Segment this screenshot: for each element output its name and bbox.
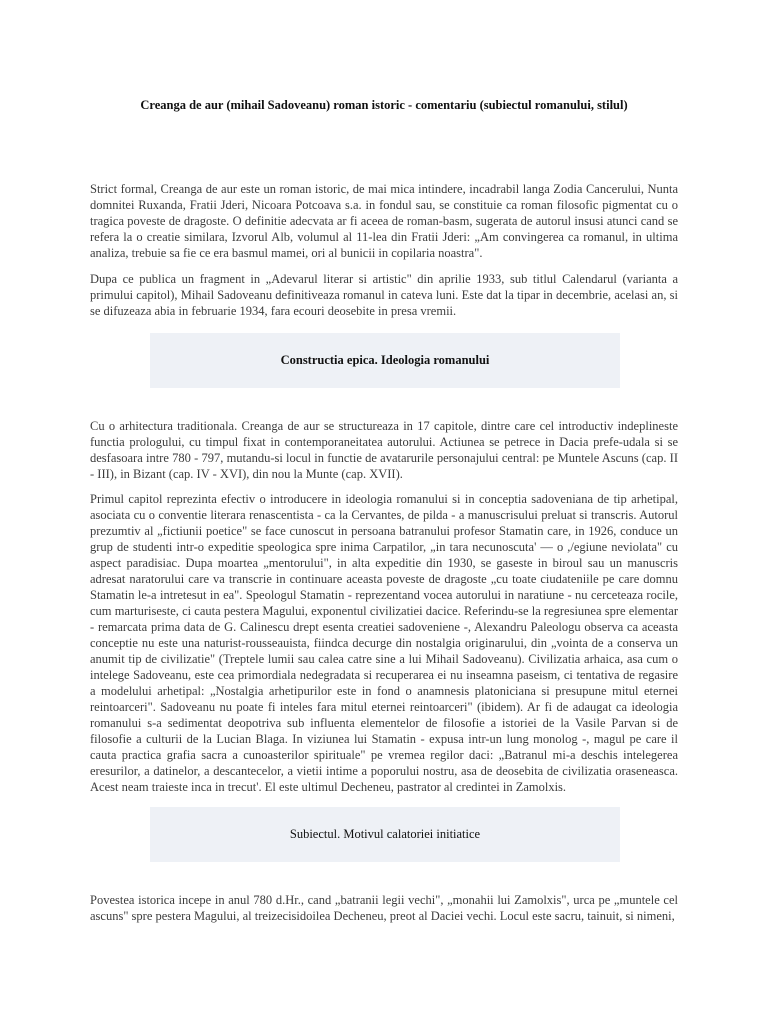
paragraph-story-start: Povestea istorica incepe in anul 780 d.Hr., cand „batranii legii vechi", „monahii lui Zamolxis", urca pe „muntele cel ascuns" spre pestera Magului, al treizecisidoilea Decheneu, preot al Daciei vechi. Locul este sacru, tainuit, si nimeni, (90, 893, 678, 923)
section-title-constructia-epica: Constructia epica. Ideologia romanului (280, 353, 490, 367)
paragraph-publication: Dupa ce publica un fragment in „Adevarul literar si artistic" din aprilie 1933, sub titlul Calendarul (varianta a primului capitol), Mihail Sadoveanu definitiveaza romanul in cateva luni. Este dat la tipar in decembrie, acelasi an, si se difuzeaza abia in februarie 1934, fara ecouri deosebite in presa vremii. (90, 272, 678, 318)
section-title-subiectul: Subiectul. Motivul calatoriei initiatice (289, 827, 481, 841)
paragraph-intro: Strict formal, Creanga de aur este un roman istoric, de mai mica intindere, incadrabil langa Zodia Cancerului, Nunta domnitei Ruxanda, Fratii Jderi, Nicoara Potcoava s.a. in fondul sau, se constituie ca roman filosofic pigmentat cu o tragica poveste de dragoste. O definitie adecvata ar fi aceea de roman-basm, sugerata de autorul insusi atunci cand se refera la o creatie similara, Izvorul Alb, volumul al 11-lea din Fratii Jderi: „Am convingerea ca romanul, in ultima analiza, trebuie sa fie ce era basmul mamei, ori al bunicii in copilaria noastra". (90, 182, 678, 260)
section-header-box (150, 807, 620, 862)
paragraph-first-chapter: Primul capitol reprezinta efectiv o introducere in ideologia romanului si in conceptia sadoveniana de tip arhetipal, asociata cu o conventie literara renascentista - ca la Cervantes, de pilda - a manuscrisului preluat si transcris. Autorul prezumtiv al „fictiunii poetice" se face cunoscut in persoana batranului profesor Stamatin care, in 1926, conduce un grup de studenti intr-o expeditie speologica spre inima Carpatilor, „in tara necunoscuta' — o ,/egiune neviolata" cu aspect paradisiac. Dupa moartea „mentorului", in alta expeditie din 1930, se gaseste in biroul sau un manuscris adresat naratorului care va transcrie in continuare aceasta poveste de dragoste „cu toate ciudateniile pe care domnu Stamatin le-a intretesut in ea". Speologul Stamatin - reprezentand vocea autorului in naratiune - nu cerceteaza rocile, cum marturiseste, ci cauta pestera Magului, exponentul civilizatiei dacice. Referindu-se la regresiunea spre elementar - remarcata prima data de G. Calinescu drept esenta creatiei sadoveniene -, Alexandru Paleologu observa ca aceasta conceptie nu este una naturist-rousseauista, fiindca decurge din nostalgia originarului, din „vointa de a conserva un anumit tip de civilizatie" (Treptele lumii sau calea catre sine a lui Mihail Sadoveanu). Civilizatia arhaica, asa cum o intelege Sadoveanu, este cea primordiala nedegradata si recuperarea ei nu inseamna paseism, ci tentativa de regasire a modelului arhetipal: „Nostalgia arhetipurilor este in fond o anamnesis platoniciana si presupune mitul eternei reintoarceri". Sadoveanu nu poate fi inteles fara mitul eternei reintoarceri" (ibidem). Ar fi de adaugat ca ideologia romanului s-a sedimentat deopotriva sub influenta elementelor de filosofie a istoriei de la Vasile Parvan si de filosofie a culturii de la Lucian Blaga. In viziunea lui Stamatin - expusa intr-un lung monolog -, magul pe care il cauta practica grafia sacra a cunoasterilor spirituale" pe vremea regilor daci: „Batranul mi-a deschis intelegerea eresurilor, a datinelor, a descantecelor, a vietii intime a poporului nostru, asa de deosebita de civilizatia oraseneasca. Acest neam traieste inca in trecut'. El este ultimul Decheneu, pastrator al credintei in Zamolxis. (90, 492, 678, 794)
document-title: Creanga de aur (mihail Sadoveanu) roman istoric - comentariu (subiectul romanului, stilul) (140, 98, 628, 112)
paragraph-architecture: Cu o arhitectura traditionala. Creanga de aur se structureaza in 17 capitole, dintre care cel introductiv indeplineste functia prologului, cu timpul fixat in contemporaneitatea autorului. Actiunea se petrece in Dacia prefe-udala si se desfasoara intre 780 - 797, mutandu-si locul in functie de avatarurile personajului central: pe Muntele Ascuns (cap. II - III), in Bizant (cap. IV - XVI), din nou la Munte (cap. XVII). (90, 419, 678, 481)
section-header-box (150, 333, 620, 388)
